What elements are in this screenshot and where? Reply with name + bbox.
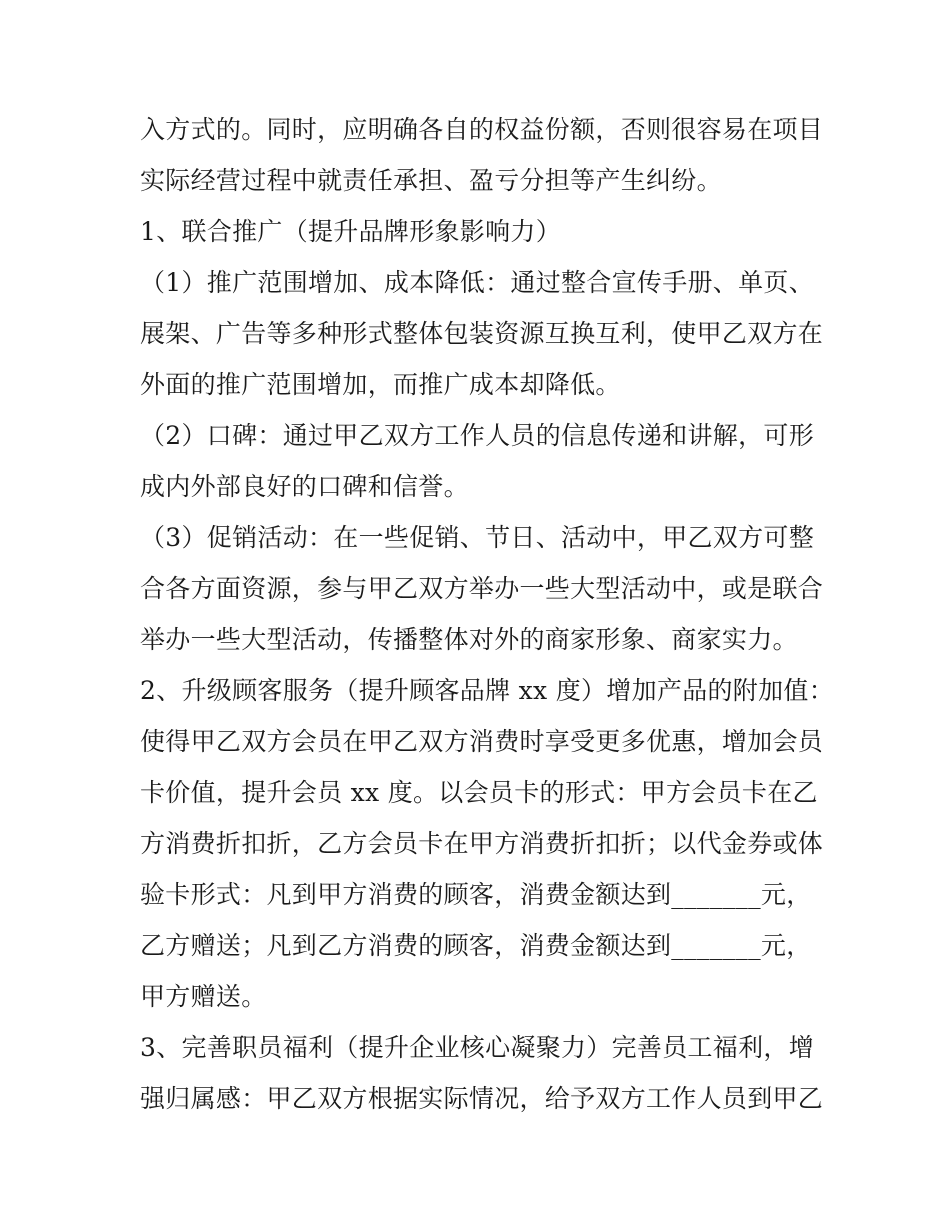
document-body xyxy=(140,104,834,1124)
text-line: 甲方赠送。 xyxy=(140,982,267,1011)
text-line: 入方式的。同时，应明确各自的权益份额，否则很容易在项目 xyxy=(140,115,824,144)
text-line: 卡价值，提升会员 xx 度。以会员卡的形式：甲方会员卡在乙 xyxy=(140,778,818,807)
text-line: 举办一些大型活动，传播整体对外的商家形象、商家实力。 xyxy=(140,625,798,654)
text-line: （3）促销活动：在一些促销、节日、活动中，甲乙双方可整 xyxy=(140,523,815,552)
text-line: 强归属感：甲乙双方根据实际情况，给予双方工作人员到甲乙 xyxy=(140,1084,824,1113)
section-heading: 1、联合推广（提升品牌形象影响力） xyxy=(140,217,562,246)
text-line: 方消费折扣折，乙方会员卡在甲方消费折扣折；以代金券或体 xyxy=(140,829,824,858)
text-line: 实际经营过程中就责任承担、盈亏分担等产生纠纷。 xyxy=(140,166,722,195)
text-line: 展架、广告等多种形式整体包装资源互换互利，使甲乙双方在 xyxy=(140,319,824,348)
section-heading: 2、升级顾客服务（提升顾客品牌 xx 度）增加产品的附加值： xyxy=(140,676,834,705)
text-line: 乙方赠送；凡到乙方消费的顾客，消费金额达到_______元， xyxy=(140,931,812,960)
text-line: 合各方面资源，参与甲乙双方举办一些大型活动中，或是联合 xyxy=(140,574,824,603)
text-line: （2）口碑：通过甲乙双方工作人员的信息传递和讲解，可形 xyxy=(140,421,815,450)
text-line: 成内外部良好的口碑和信誉。 xyxy=(140,472,469,501)
text-line: （1）推广范围增加、成本降低：通过整合宣传手册、单页、 xyxy=(140,268,815,297)
text-line: 验卡形式：凡到甲方消费的顾客，消费金额达到_______元， xyxy=(140,880,812,909)
text-line: 使得甲乙双方会员在甲乙双方消费时享受更多优惠，增加会员 xyxy=(140,727,824,756)
section-heading: 3、完善职员福利（提升企业核心凝聚力）完善员工福利，增 xyxy=(140,1033,815,1062)
text-line: 外面的推广范围增加，而推广成本却降低。 xyxy=(140,370,621,399)
